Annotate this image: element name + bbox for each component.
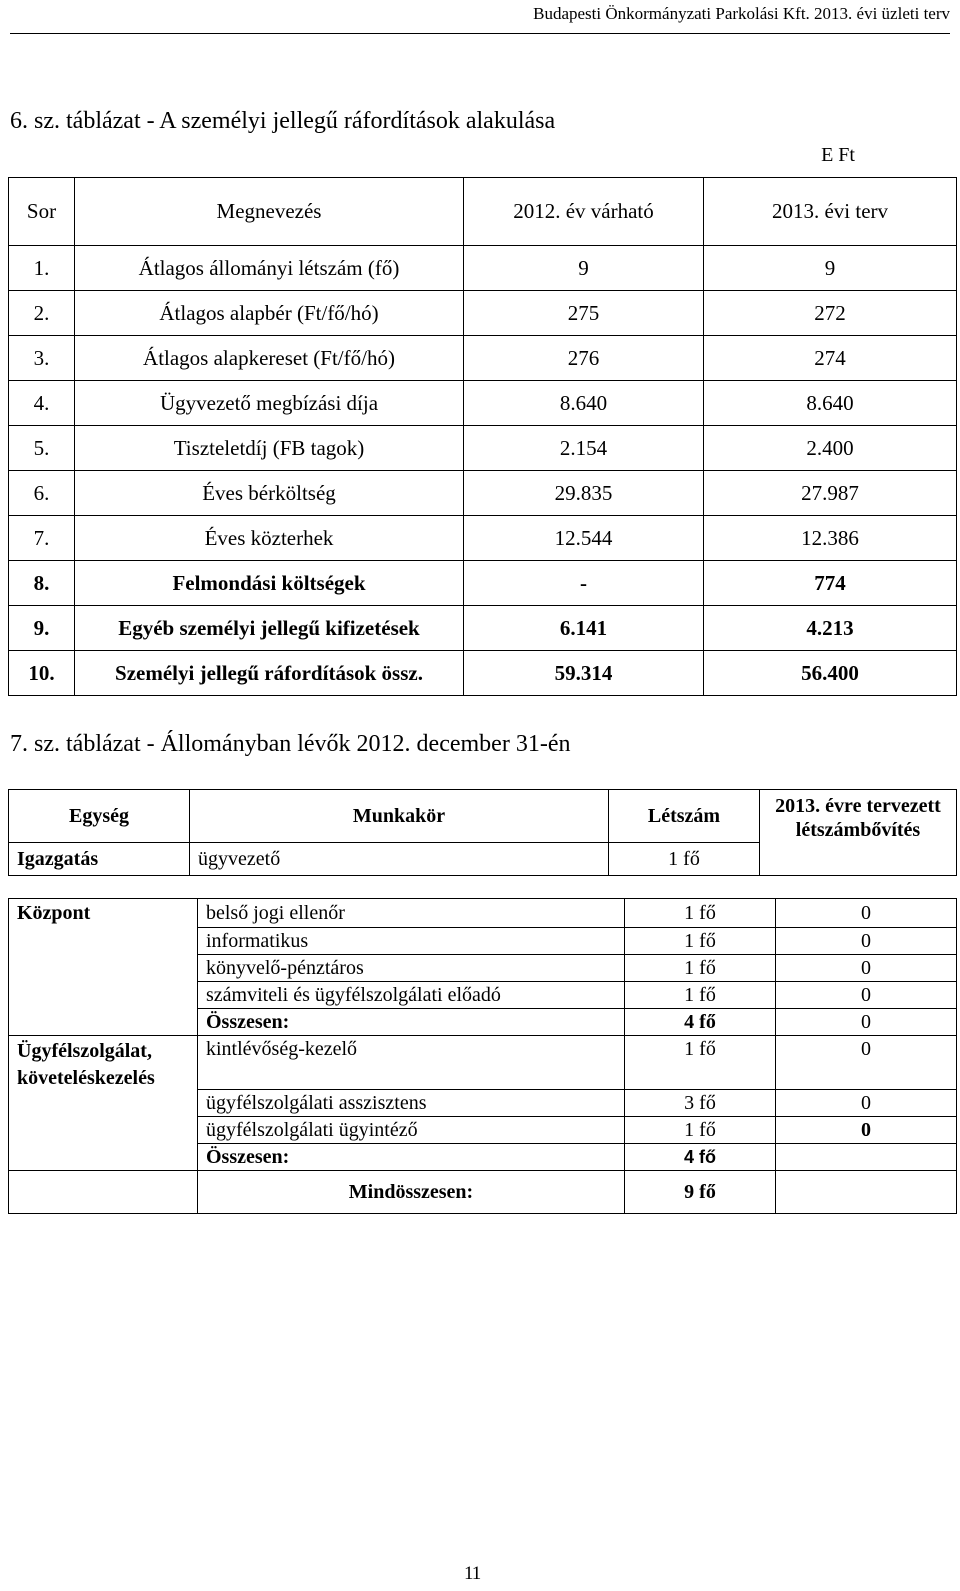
row-number: 1. xyxy=(9,246,75,291)
row-label: Átlagos alapbér (Ft/fő/hó) xyxy=(75,291,464,336)
role-cell: informatikus xyxy=(198,928,625,955)
value-2013: 274 xyxy=(704,336,957,381)
plan-cell: 0 xyxy=(776,1036,957,1090)
value-2013: 27.987 xyxy=(704,471,957,516)
role-cell: Összesen: xyxy=(198,1009,625,1036)
staff-table-header xyxy=(8,789,957,876)
plan-cell xyxy=(776,1144,957,1171)
table-row xyxy=(9,246,957,291)
staff-table-body xyxy=(8,898,957,1214)
table-row xyxy=(9,899,957,928)
header-cell: Egység xyxy=(9,790,190,843)
value-2012: 12.544 xyxy=(464,516,704,561)
row-number: 5. xyxy=(9,426,75,471)
value-2012: 2.154 xyxy=(464,426,704,471)
value-2013: 56.400 xyxy=(704,651,957,696)
row-label: Felmondási költségek xyxy=(75,561,464,606)
row-label: Személyi jellegű ráfordítások össz. xyxy=(75,651,464,696)
value-2013: 272 xyxy=(704,291,957,336)
value-2012: 275 xyxy=(464,291,704,336)
table-row xyxy=(9,381,957,426)
count-cell: 1 fő xyxy=(625,928,776,955)
grand-total-label: Mindösszesen: xyxy=(198,1171,625,1214)
empty-cell xyxy=(776,1171,957,1214)
table-row xyxy=(9,426,957,471)
table-total-row xyxy=(9,651,957,696)
row-number: 8. xyxy=(9,561,75,606)
plan-cell: 0 xyxy=(776,1009,957,1036)
row-label: Egyéb személyi jellegű kifizetések xyxy=(75,606,464,651)
header-cell: 2013. évre tervezett létszámbővítés xyxy=(760,790,957,876)
unit-cell: Igazgatás xyxy=(9,843,190,876)
count-cell: 1 fő xyxy=(625,1036,776,1090)
table-row xyxy=(9,516,957,561)
unit-cell: Ügyfélszolgálat, követeléskezelés xyxy=(9,1036,198,1171)
unit-cell: Központ xyxy=(9,899,198,1036)
value-2012: 29.835 xyxy=(464,471,704,516)
value-2012: 9 xyxy=(464,246,704,291)
value-2012: 59.314 xyxy=(464,651,704,696)
grand-total-row xyxy=(9,1171,957,1214)
count-cell: 1 fő xyxy=(609,843,760,876)
row-label: Átlagos alapkereset (Ft/fő/hó) xyxy=(75,336,464,381)
count-cell: 4 fő xyxy=(625,1144,776,1171)
row-label: Ügyvezető megbízási díja xyxy=(75,381,464,426)
count-cell: 3 fő xyxy=(625,1090,776,1117)
row-label: Átlagos állományi létszám (fő) xyxy=(75,246,464,291)
role-cell: Összesen: xyxy=(198,1144,625,1171)
header-cell: Megnevezés xyxy=(75,178,464,246)
header-cell: 2013. évi terv xyxy=(704,178,957,246)
value-2012: - xyxy=(464,561,704,606)
row-number: 9. xyxy=(9,606,75,651)
table-row xyxy=(9,1036,957,1090)
count-cell: 1 fő xyxy=(625,1117,776,1144)
value-2013: 12.386 xyxy=(704,516,957,561)
value-2013: 4.213 xyxy=(704,606,957,651)
header-cell: 2012. év várható xyxy=(464,178,704,246)
header-cell: Munkakör xyxy=(190,790,609,843)
table-row xyxy=(9,471,957,516)
plan-cell: 0 xyxy=(776,982,957,1009)
value-2012: 276 xyxy=(464,336,704,381)
value-2013: 8.640 xyxy=(704,381,957,426)
empty-cell xyxy=(9,1171,198,1214)
row-number: 7. xyxy=(9,516,75,561)
count-cell: 4 fő xyxy=(625,1009,776,1036)
row-number: 4. xyxy=(9,381,75,426)
value-2012: 8.640 xyxy=(464,381,704,426)
role-cell: belső jogi ellenőr xyxy=(198,899,625,928)
plan-cell: 0 xyxy=(776,955,957,982)
value-2013: 9 xyxy=(704,246,957,291)
plan-cell: 0 xyxy=(776,1090,957,1117)
role-cell: könyvelő-pénztáros xyxy=(198,955,625,982)
row-number: 10. xyxy=(9,651,75,696)
row-label: Éves bérköltség xyxy=(75,471,464,516)
table-row xyxy=(9,606,957,651)
personnel-cost-table xyxy=(8,177,957,696)
table7-caption: 7. sz. táblázat - Állományban lévők 2012. december 31-én xyxy=(10,731,571,757)
row-number: 2. xyxy=(9,291,75,336)
value-2013: 2.400 xyxy=(704,426,957,471)
row-number: 3. xyxy=(9,336,75,381)
role-cell: számviteli és ügyfélszolgálati előadó xyxy=(198,982,625,1009)
value-2013: 774 xyxy=(704,561,957,606)
row-label: Tiszteletdíj (FB tagok) xyxy=(75,426,464,471)
header-cell: Létszám xyxy=(609,790,760,843)
count-cell: 1 fő xyxy=(625,982,776,1009)
table-row xyxy=(9,336,957,381)
table-header-row xyxy=(9,178,957,246)
row-number: 6. xyxy=(9,471,75,516)
running-head: Budapesti Önkormányzati Parkolási Kft. 2013. évi üzleti terv xyxy=(533,4,950,23)
table6-unit: E Ft xyxy=(821,144,855,166)
value-2012: 6.141 xyxy=(464,606,704,651)
table-row xyxy=(9,291,957,336)
plan-cell: 0 xyxy=(776,928,957,955)
grand-total-count: 9 fő xyxy=(625,1171,776,1214)
role-cell: kintlévőség-kezelő xyxy=(198,1036,625,1090)
plan-cell: 0 xyxy=(776,1117,957,1144)
header-cell: Sor xyxy=(9,178,75,246)
count-cell: 1 fő xyxy=(625,899,776,928)
count-cell: 1 fő xyxy=(625,955,776,982)
table-row xyxy=(9,561,957,606)
role-cell: ügyfélszolgálati asszisztens xyxy=(198,1090,625,1117)
row-label: Éves közterhek xyxy=(75,516,464,561)
role-cell: ügyvezető xyxy=(190,843,609,876)
header-rule xyxy=(10,25,950,34)
table6-caption: 6. sz. táblázat - A személyi jellegű ráfordítások alakulása xyxy=(10,108,556,134)
page-number: 11 xyxy=(464,1563,481,1584)
plan-cell: 0 xyxy=(776,899,957,928)
role-cell: ügyfélszolgálati ügyintéző xyxy=(198,1117,625,1144)
